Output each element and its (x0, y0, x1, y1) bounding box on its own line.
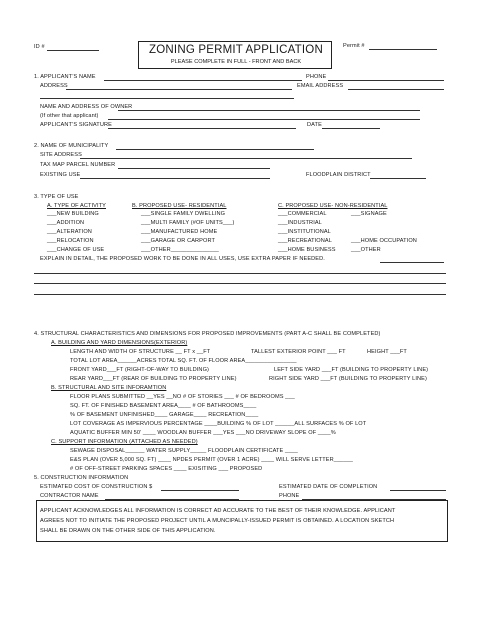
completion-label: ESTIMATED DATE OF COMPLETION (279, 484, 378, 490)
option-manufactured-home[interactable]: ___MANUFACTURED HOME (141, 229, 218, 235)
date-label: DATE (307, 122, 322, 128)
owner-field-2[interactable] (108, 119, 420, 120)
tallest-point-field[interactable]: TALLEST EXTERIOR POINT ___ FT (251, 349, 346, 355)
building-yard-heading: A. BUILDING AND YARD DIMENSIONS(EXTERIOR) (51, 340, 188, 346)
applicant-name-field[interactable] (104, 80, 302, 81)
existing-use-label: EXISTING USE (40, 172, 81, 178)
option-industrial[interactable]: ___INDUSTRIAL (278, 220, 322, 226)
option-institutional[interactable]: ___INSTITUTIONAL (278, 229, 331, 235)
right-side-yard-field[interactable]: RIGHT SIDE YARD ___FT (BUILDING TO PROPERTY LINE) (269, 376, 427, 382)
option-other-nonresidential[interactable]: ___OTHER (351, 247, 381, 253)
option-recreational[interactable]: ___RECREATIONAL (278, 238, 332, 244)
explain-label: EXPLAIN IN DETAIL, THE PROPOSED WORK TO BE DONE IN ALL USES, USE EXTRA PAPER IF NEEDED. (40, 256, 325, 262)
support-info-heading: C. SUPPORT INFORMATION (ATTACHED AS NEEDED) (51, 439, 198, 445)
ack-line-2: AGREES NOT TO INITIATE THE PROPOSED PROJECT UNTIL A MUNCIPALLY-ISSUED PERMIT IS OBTAINED. A LOCATION SKETCH (40, 518, 395, 524)
floor-plans-field[interactable]: FLOOR PLANS SUBMITTED __YES __NO # OF STORIES ___ # OF BEDROOMS ___ (70, 394, 295, 400)
signature-label: APPLICANT’S SIGNATURE (40, 122, 112, 128)
site-address-label: SITE ADDRESS (40, 152, 82, 158)
form-subtitle: PLEASE COMPLETE IN FULL - FRONT AND BACK (170, 59, 302, 65)
parking-field[interactable]: # OF OFF-STREET PARKING SPACES ____ EXISITING ___ PROPOSED (70, 466, 263, 472)
permit-label: Permit # (343, 43, 365, 49)
form-title: ZONING PERMIT APPLICATION (149, 44, 323, 56)
front-yard-field[interactable]: FRONT YARD___FT (RIGHT-OF-WAY TO BUILDING) (70, 367, 209, 373)
option-relocation[interactable]: ___RELOCATION (47, 238, 94, 244)
type-of-use-heading: 3. TYPE OF USE (34, 194, 79, 200)
option-alteration[interactable]: ___ALTERATION (47, 229, 92, 235)
structural-heading: 4. STRUCTURAL CHARACTERISTICS AND DIMENSIONS FOR PROPOSED IMPROVEMENTS (PART A-C SHALL BE COMPLETED) (34, 331, 381, 337)
phone-field[interactable] (328, 80, 444, 81)
floodplain-label: FLOODPLAIN DISTRICT (306, 172, 371, 178)
option-home-business[interactable]: ___HOME BUSINESS (278, 247, 336, 253)
ack-line-1: APPLICANT ACKNOWLEDGES ALL INFORMATION IS CORRECT AD ACCURATE TO THE BEST OF THEIR KNOWLEDGE. APPLICANT (40, 508, 396, 514)
address-field[interactable] (66, 89, 292, 90)
explain-line-3[interactable] (34, 294, 446, 295)
structural-site-heading: B. STRUCTURAL AND SITE INFORAMTION (51, 385, 167, 391)
es-plan-field[interactable]: E&S PLAN (OVER 5,000 SQ. FT) ____ NPDES PERMIT (OVER 1 ACRE) ____ WILL SERVE LETTER______ (70, 457, 353, 463)
cost-label: ESTIMATED COST OF CONSTRUCTION $ (40, 484, 153, 490)
option-other-residential[interactable]: ___OTHER_______________ (141, 247, 219, 253)
explain-field[interactable] (380, 262, 444, 263)
municipality-label: 2. NAME OF MUNICIPALITY (34, 143, 109, 149)
site-address-field[interactable] (80, 158, 412, 159)
left-side-yard-field[interactable]: LEFT SIDE YARD ___FT (BUILDING TO PROPERTY LINE) (274, 367, 429, 373)
rear-yard-field[interactable]: REAR YARD___FT (REAR OF BUILDING TO PROPERTY LINE) (70, 376, 237, 382)
option-commercial[interactable]: ___COMMERCIAL (278, 211, 327, 217)
owner-note: (If other that applicant) (40, 113, 99, 119)
ack-line-3: SHALL BE DRAWN ON THE OTHER SIDE OF THIS APPLICATION. (40, 528, 216, 534)
option-garage-carport[interactable]: ___GARAGE OR CARPORT (141, 238, 216, 244)
explain-line-2[interactable] (34, 283, 446, 284)
floodplain-field[interactable] (370, 178, 426, 179)
option-addition[interactable]: ___ADDITION (47, 220, 85, 226)
basement-percent-field[interactable]: % OF BASEMENT UNFINISHED____ GARAGE____ RECREATION____ (70, 412, 259, 418)
contractor-label: CONTRACTOR NAME (40, 493, 99, 499)
existing-use-field[interactable] (80, 178, 270, 179)
lot-area-field[interactable]: TOTAL LOT AREA______ACRES TOTAL SQ. FT. OF FLOOR AREA________________ (70, 358, 297, 364)
completion-field[interactable] (390, 490, 446, 491)
email-field[interactable] (348, 89, 444, 90)
signature-field[interactable] (108, 128, 296, 129)
owner-label: NAME AND ADDRESS OF OWNER (40, 104, 133, 110)
option-multi-family[interactable]: ___MULTI FAMILY (#OF UNITS___) (141, 220, 235, 226)
option-single-family[interactable]: ___SINGLE FAMILY DWELLING (141, 211, 226, 217)
non-residential-heading: C. PROPOSED USE- NON-RESIDENTIAL (278, 203, 388, 209)
phone-label: PHONE (306, 74, 327, 80)
address-label: ADDRESS (40, 83, 68, 89)
residential-heading: B. PROPOSED USE- RESIDENTIAL (132, 203, 227, 209)
id-label: ID # (34, 44, 45, 50)
tax-map-label: TAX MAP PARCEL NUMBER (40, 162, 116, 168)
height-field[interactable]: HEIGHT ___FT (367, 349, 407, 355)
acknowledgement-box (36, 500, 448, 542)
tax-map-field[interactable] (118, 168, 270, 169)
option-signage[interactable]: ___SIGNAGE (351, 211, 387, 217)
option-new-building[interactable]: ___NEW BUILDING (47, 211, 99, 217)
type-of-activity-heading: A. TYPE OF ACTIVITY (47, 203, 106, 209)
title-box (138, 41, 332, 69)
date-field[interactable] (322, 128, 380, 129)
id-field[interactable] (47, 50, 99, 51)
applicant-name-label: 1. APPLICANT’S NAME (34, 74, 96, 80)
option-change-of-use[interactable]: ___CHANGE OF USE (47, 247, 105, 253)
construction-heading: 5. CONSTRUCTION INFORMATION (34, 475, 129, 481)
permit-field[interactable] (369, 49, 437, 50)
sewage-field[interactable]: SEWAGE DISPOSAL______ WATER SUPPLY_____ FLOODPLAIN CERTIFICATE ____ (70, 448, 298, 454)
option-home-occupation[interactable]: ___HOME OCCUPATION (351, 238, 417, 244)
lot-coverage-field[interactable]: LOT COVERAGE AS IMPERVIOUS PERCENTAGE ____BUILDING % OF LOT ______ALL SURFACES % OF LOT (70, 421, 367, 427)
length-width-field[interactable]: LENGTH AND WIDTH OF STRUCTURE __ FT x __FT (70, 349, 211, 355)
email-label: EMAIL ADDRESS (297, 83, 344, 89)
owner-field[interactable] (118, 110, 420, 111)
cost-field[interactable] (161, 490, 239, 491)
municipality-field[interactable] (116, 149, 314, 150)
explain-line-1[interactable] (34, 273, 446, 274)
contractor-phone-label: PHONE (279, 493, 300, 499)
buffer-field[interactable]: AQUATIC BUFFER MIN 50’ ____ WOODLAN BUFFER ___YES ___NO DRIVEWAY SLOPE OF ____% (70, 430, 336, 436)
address-field-2[interactable] (40, 98, 294, 99)
basement-area-field[interactable]: SQ. FT. OF FINISHED BASEMENT AREA____ # OF BATHROOMS____ (70, 403, 257, 409)
